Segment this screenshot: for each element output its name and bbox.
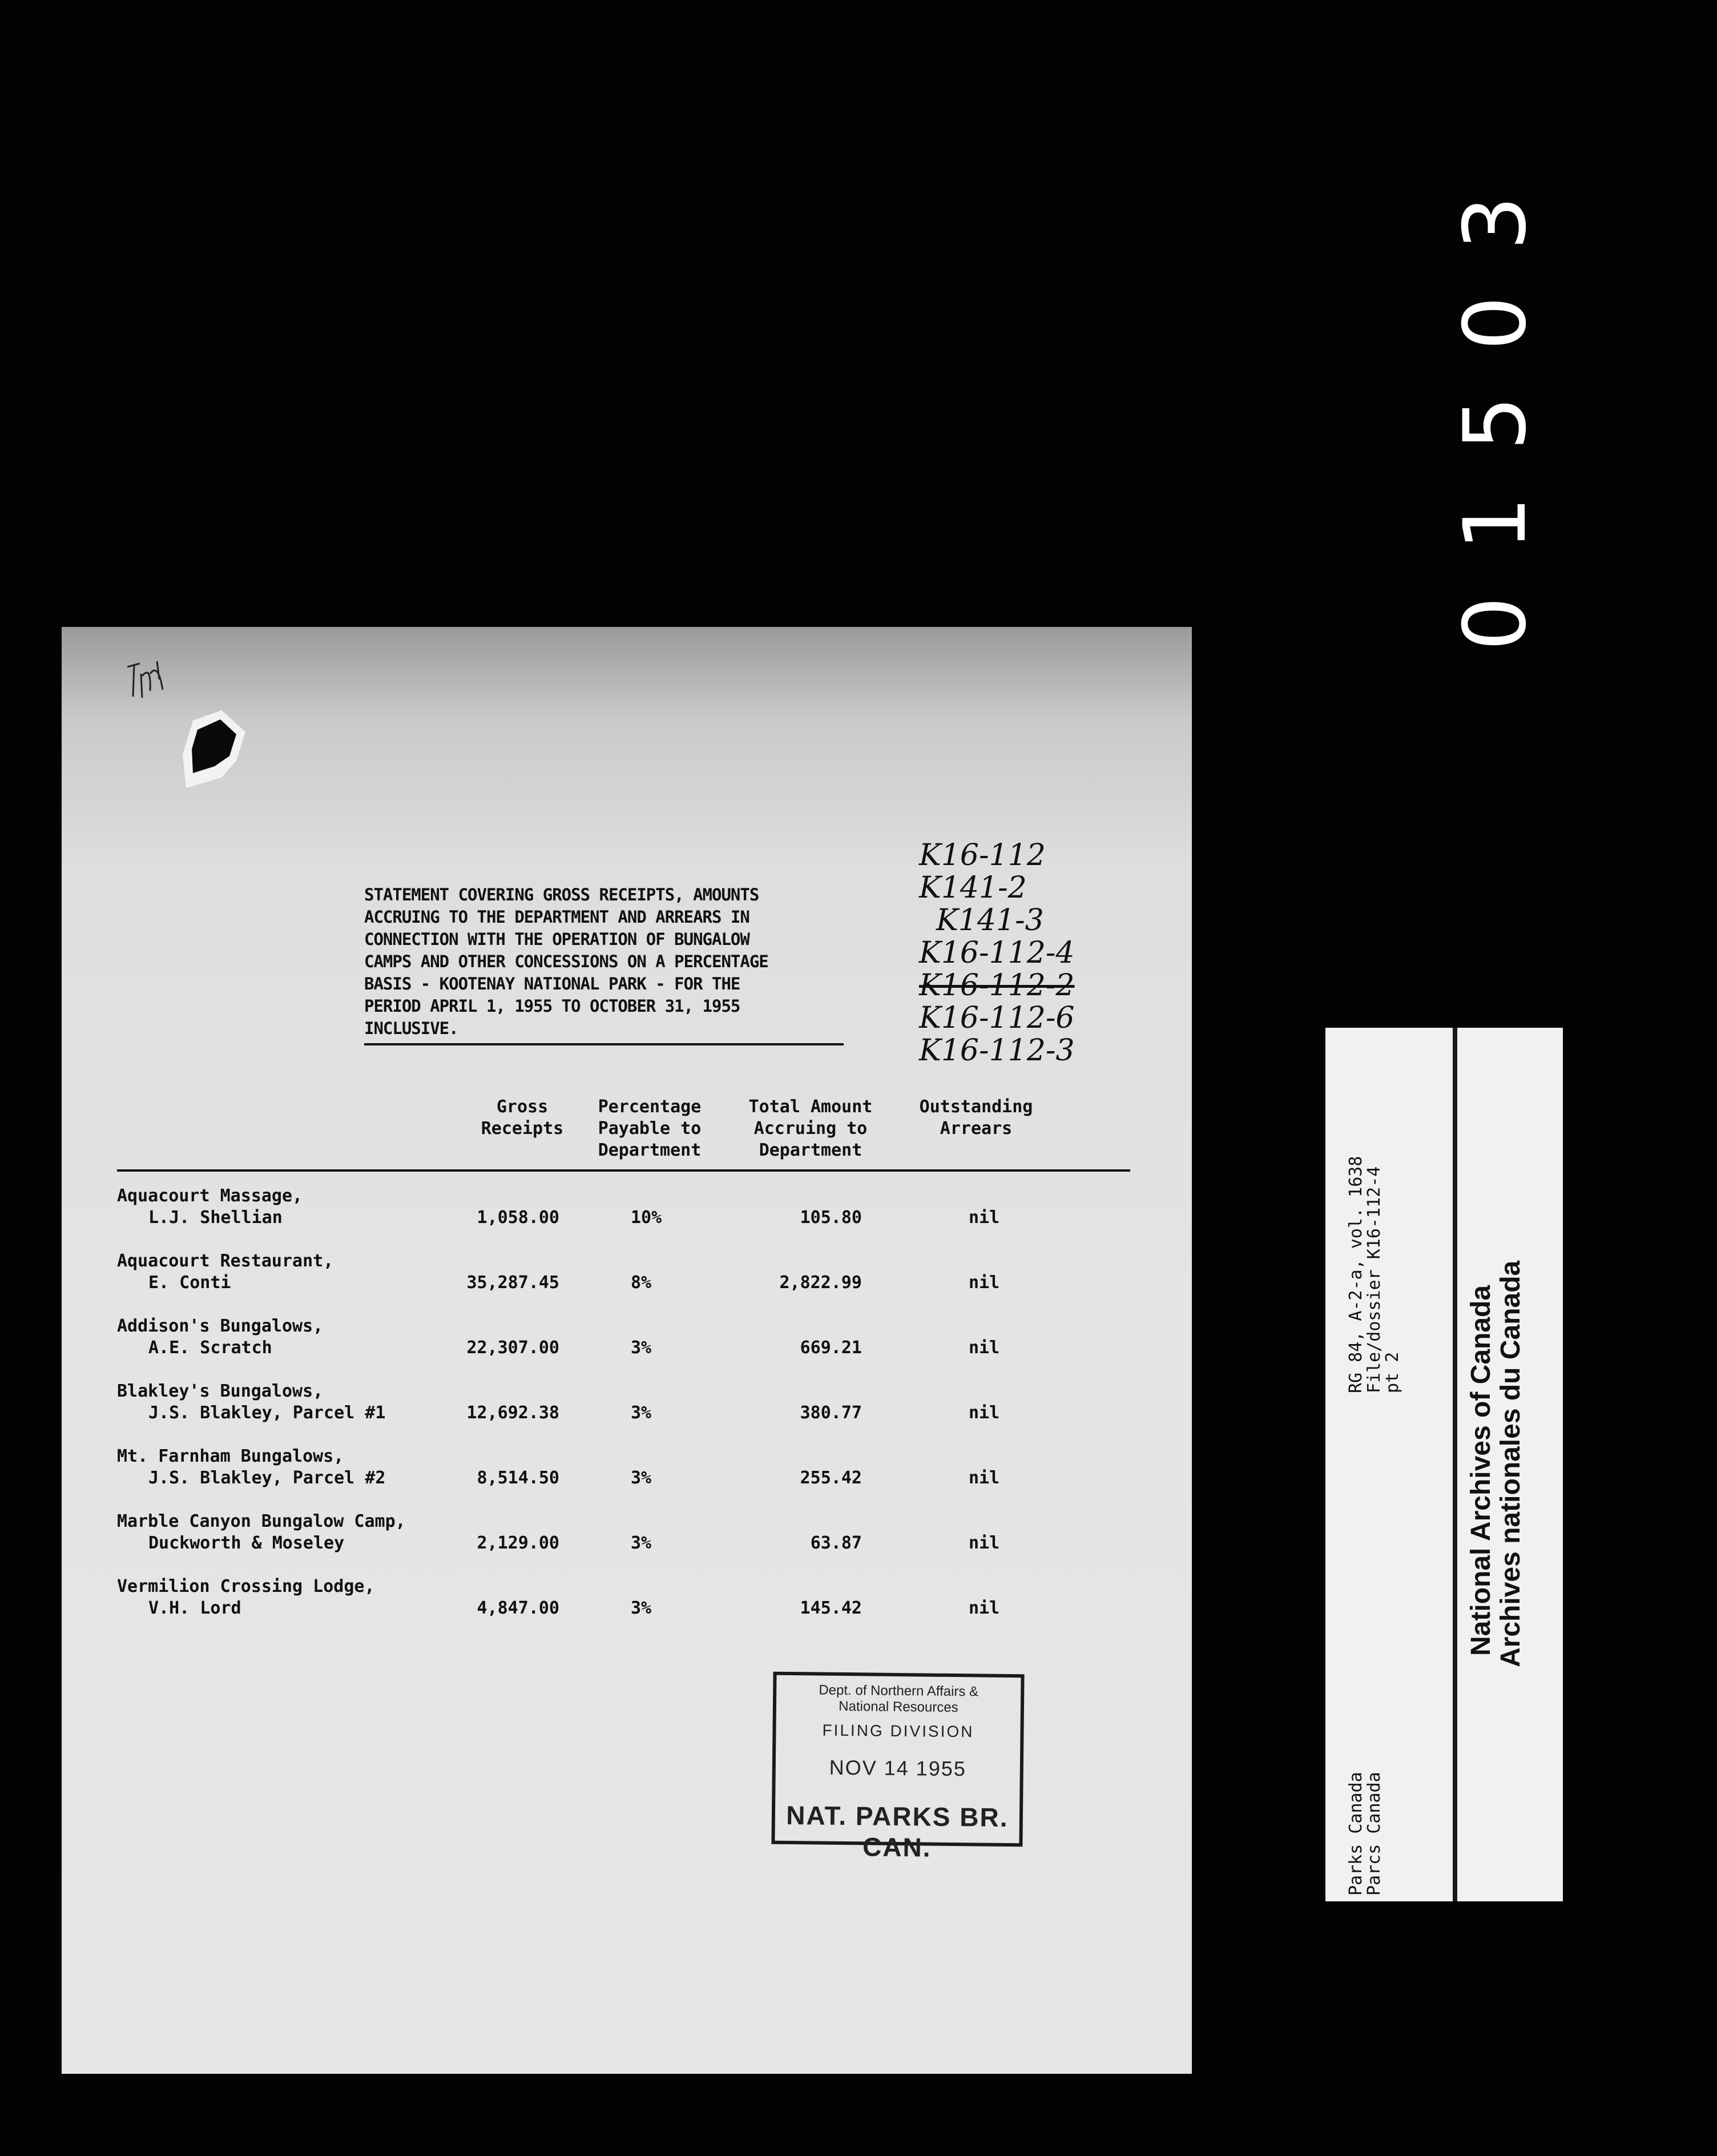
- table-row: [117, 1439, 1130, 1504]
- header-total-amount: Total Amount Accruing to Department: [748, 1097, 873, 1160]
- concession-name: Aquacourt Massage,: [117, 1186, 303, 1206]
- gross-receipts-cell: 35,287.45: [466, 1273, 559, 1293]
- table-body: [117, 1172, 1130, 1634]
- arrears-cell: nil: [969, 1273, 1000, 1293]
- table-row: [117, 1504, 1130, 1569]
- concession-name: Marble Canyon Bungalow Camp,: [117, 1511, 406, 1531]
- handwritten-initials: [123, 657, 174, 708]
- header-percentage: Percentage Payable to Department: [598, 1097, 702, 1160]
- table-row: [117, 1309, 1130, 1374]
- file-number: K141-2: [919, 871, 1027, 905]
- concession-name-cell: [117, 1576, 375, 1619]
- header-gross-receipts: Gross Receipts: [481, 1097, 564, 1139]
- total-amount-cell: 255.42: [800, 1468, 862, 1488]
- concession-operator: L.J. Shellian: [148, 1208, 283, 1228]
- arrears-cell: nil: [969, 1338, 1000, 1358]
- table-row: [117, 1244, 1130, 1309]
- total-amount-cell: 380.77: [800, 1403, 862, 1423]
- concession-name: Aquacourt Restaurant,: [117, 1251, 334, 1271]
- archive-institution-en: National Archives of Canada: [1466, 1285, 1496, 1656]
- label-divider: [1453, 1028, 1457, 1901]
- stamp-department: Dept. of Northern Affairs & National Resources: [819, 1682, 979, 1716]
- concession-operator: A.E. Scratch: [148, 1338, 272, 1358]
- archive-agency: Parks Canada Parcs Canada: [1346, 1772, 1384, 1896]
- file-number: K16-112-4: [919, 936, 1075, 970]
- filing-division-stamp: [771, 1672, 1024, 1863]
- concession-name: Vermilion Crossing Lodge,: [117, 1576, 375, 1596]
- concession-name-cell: [117, 1511, 406, 1554]
- concession-operator: J.S. Blakley, Parcel #2: [148, 1468, 386, 1488]
- arrears-cell: nil: [969, 1208, 1000, 1228]
- total-amount-cell: 145.42: [800, 1598, 862, 1618]
- concession-name-cell: [117, 1185, 303, 1229]
- percentage-cell: 3%: [631, 1403, 652, 1423]
- table-row: [117, 1374, 1130, 1439]
- arrears-cell: nil: [969, 1598, 1000, 1618]
- archive-institution-fr: Archives nationales du Canada: [1496, 1260, 1526, 1667]
- arrears-cell: nil: [969, 1468, 1000, 1488]
- concession-name-cell: [117, 1381, 385, 1424]
- total-amount-cell: 63.87: [810, 1533, 862, 1553]
- handwritten-file-numbers: [919, 839, 1102, 1067]
- microfilm-frame-number: 01503: [1446, 150, 1545, 651]
- percentage-cell: 3%: [631, 1468, 652, 1488]
- percentage-cell: 8%: [631, 1273, 652, 1293]
- header-outstanding-arrears: Outstanding Arrears: [919, 1097, 1033, 1139]
- file-number-struck: K16-112-2: [919, 968, 1075, 1003]
- concession-operator: E. Conti: [148, 1273, 231, 1293]
- gross-receipts-cell: 2,129.00: [477, 1533, 559, 1553]
- concession-name-cell: [117, 1250, 333, 1294]
- file-number: K16-112: [919, 838, 1046, 872]
- concession-operator: Duckworth & Moseley: [148, 1533, 345, 1553]
- percentage-cell: 3%: [631, 1338, 652, 1358]
- arrears-cell: nil: [969, 1533, 1000, 1553]
- table-row: [117, 1178, 1130, 1244]
- total-amount-cell: 2,822.99: [779, 1273, 862, 1293]
- gross-receipts-cell: 1,058.00: [477, 1208, 559, 1228]
- concession-name: Blakley's Bungalows,: [117, 1381, 324, 1401]
- table-header: [117, 1096, 1130, 1172]
- concession-name-cell: [117, 1446, 385, 1489]
- gross-receipts-cell: 22,307.00: [466, 1338, 559, 1358]
- table-row: [117, 1569, 1130, 1634]
- stamp-division: FILING DIVISION: [822, 1721, 974, 1741]
- percentage-cell: 3%: [631, 1598, 652, 1618]
- concession-name: Mt. Farnham Bungalows,: [117, 1446, 344, 1466]
- concession-name-cell: [117, 1316, 323, 1359]
- total-amount-cell: 105.80: [800, 1208, 862, 1228]
- archive-reference: RG 84, A-2-a, vol. 1638 File/dossier K16-112-4 pt 2: [1346, 1156, 1402, 1393]
- concession-operator: J.S. Blakley, Parcel #1: [148, 1403, 386, 1423]
- torn-paper-fragment: [182, 709, 250, 789]
- receipts-table: [117, 1096, 1130, 1634]
- gross-receipts-cell: 4,847.00: [477, 1598, 559, 1618]
- stamp-date: NOV 14 1955: [829, 1755, 967, 1781]
- concession-operator: V.H. Lord: [148, 1598, 241, 1618]
- file-number: K16-112-3: [919, 1033, 1075, 1068]
- gross-receipts-cell: 12,692.38: [466, 1403, 559, 1423]
- stamp-branch: NAT. PARKS BR. CAN.: [786, 1800, 1009, 1863]
- file-number: K16-112-6: [919, 1001, 1075, 1035]
- arrears-cell: nil: [969, 1403, 1000, 1423]
- percentage-cell: 10%: [631, 1208, 662, 1228]
- percentage-cell: 3%: [631, 1533, 652, 1553]
- document-title: STATEMENT COVERING GROSS RECEIPTS, AMOUNTS ACCRUING TO THE DEPARTMENT AND ARREARS IN CONNECTION WITH THE OPERATION OF BUNGALOW CAMPS AND OTHER CONCESSIONS ON A PERCENTAGE BASIS - KOOTENAY NATIONAL PARK - FOR THE PERIOD APRIL 1, 1955 TO OCTOBER 31, 1955 INCLUSIVE.: [364, 884, 844, 1045]
- concession-name: Addison's Bungalows,: [117, 1316, 324, 1336]
- gross-receipts-cell: 8,514.50: [477, 1468, 559, 1488]
- total-amount-cell: 669.21: [800, 1338, 862, 1358]
- file-number: K141-3: [936, 903, 1044, 938]
